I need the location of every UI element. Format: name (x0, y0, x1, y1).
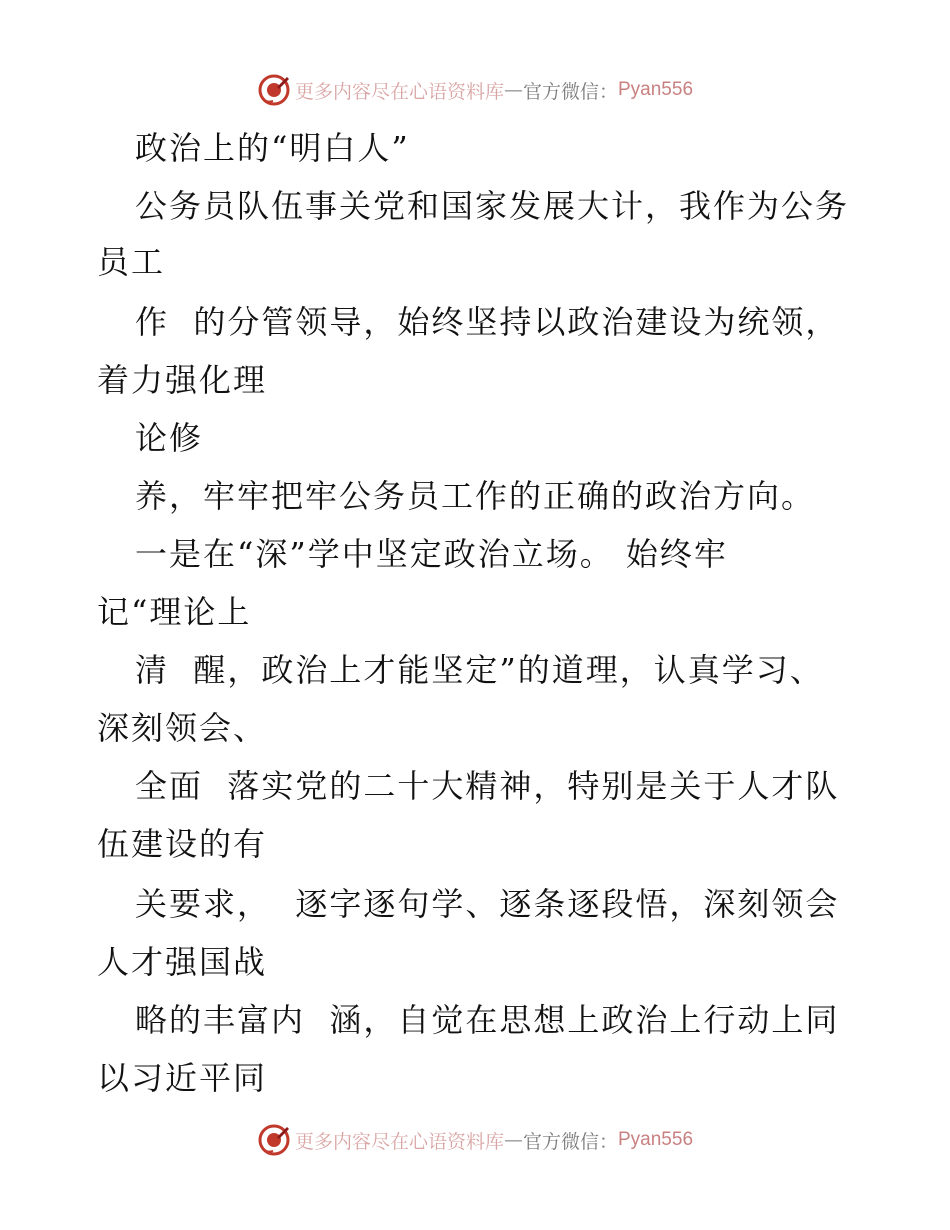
document-line: 伍建设的有 (97, 825, 268, 863)
banner-main-text: 更多内容尽在心语资料库 (294, 1130, 504, 1153)
banner-dash: — (503, 1129, 523, 1151)
document-line: 员工 (97, 243, 166, 281)
document-line: 全面 落实党的二十大精神，特别是关于人才队 (135, 767, 840, 805)
document-line: 政治上的“明白人” (135, 129, 410, 167)
document-line: 关要求， 逐字逐句学、逐条逐段悟，深刻领会 (135, 885, 840, 923)
document-line: 以习近平同 (97, 1059, 268, 1097)
red-circle-brush-logo-icon (257, 1123, 291, 1157)
banner-wechat-id: Pyan556 (618, 1129, 694, 1150)
document-line: 作 的分管领导，始终坚持以政治建设为统领， (135, 303, 840, 341)
header-banner (0, 70, 950, 110)
document-line: 清 醒，政治上才能坚定”的道理，认真学习、 (135, 651, 824, 689)
document-line: 养，牢牢把牢公务员工作的正确的政治方向。 (135, 477, 816, 515)
banner-wechat-id: Pyan556 (618, 79, 694, 100)
banner-dash: — (503, 79, 523, 101)
red-circle-brush-logo-icon (257, 73, 291, 107)
banner-sub-text: 官方微信： (522, 1130, 618, 1153)
document-line: 论修 (135, 419, 204, 457)
document-line: 略的丰富内 涵，自觉在思想上政治上行动上同 (135, 1001, 840, 1039)
footer-banner (0, 1120, 950, 1160)
document-line: 公务员队伍事关党和国家发展大计，我作为公务 (135, 187, 850, 225)
document-line: 一是在“深”学中坚定政治立场。 始终牢 (135, 535, 728, 573)
document-line: 人才强国战 (97, 943, 268, 981)
banner-main-text: 更多内容尽在心语资料库 (294, 80, 504, 103)
document-line: 记“理论上 (97, 593, 252, 631)
banner-sub-text: 官方微信： (522, 80, 618, 103)
document-line: 着力强化理 (97, 361, 268, 399)
document-line: 深刻领会、 (97, 709, 268, 747)
